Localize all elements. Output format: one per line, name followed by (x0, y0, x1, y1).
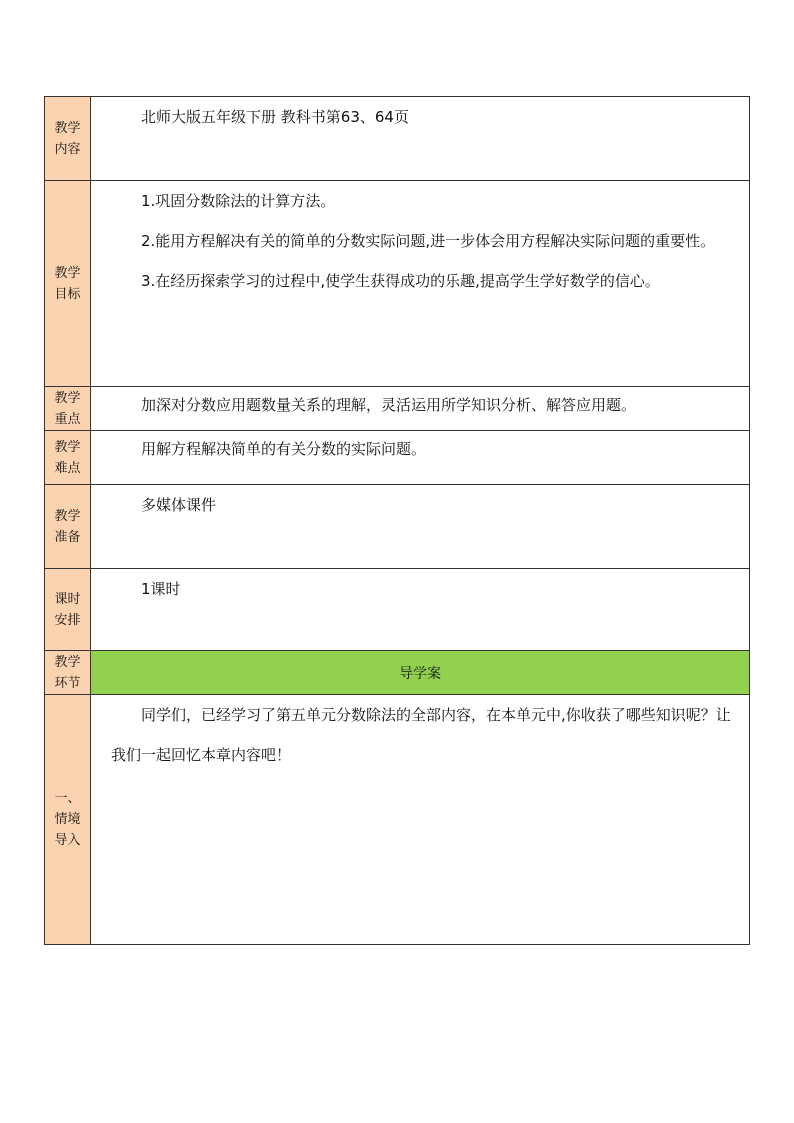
value-teaching-content (91, 97, 750, 181)
row-difficulties (45, 431, 750, 485)
row-teaching-stages (45, 651, 750, 695)
intro-text: 同学们，已经学习了第五单元分数除法的全部内容，在本单元中,你收获了哪些知识呢？让我们一起回忆本章内容吧！ (111, 706, 731, 764)
label-text: 教学重点 (54, 390, 81, 427)
key-points-text: 加深对分数应用题数量关系的理解，灵活运用所学知识分析、解答应用题。 (141, 396, 637, 414)
lesson-plan-table (44, 96, 750, 945)
label-key-points (45, 387, 91, 431)
label-text: 教学内容 (54, 120, 81, 157)
label-text: 教学准备 (54, 508, 81, 545)
label-text: 教学难点 (54, 439, 81, 476)
label-text: 教学目标 (54, 265, 81, 302)
goal-item-3: 3.在经历探索学习的过程中,使学生获得成功的乐趣,提高学生学好数学的信心。 (141, 272, 660, 290)
row-teaching-content (45, 97, 750, 181)
value-difficulties (91, 431, 750, 485)
value-teaching-goals (91, 181, 750, 387)
value-schedule (91, 569, 750, 651)
label-schedule (45, 569, 91, 651)
row-teaching-goals (45, 181, 750, 387)
goal-item-1: 1.巩固分数除法的计算方法。 (141, 192, 336, 210)
label-text: 课时安排 (54, 591, 81, 628)
row-key-points (45, 387, 750, 431)
value-preparation (91, 485, 750, 569)
schedule-text: 1课时 (141, 580, 181, 598)
label-difficulties (45, 431, 91, 485)
label-teaching-content (45, 97, 91, 181)
value-situation-intro (91, 695, 750, 945)
difficulties-text: 用解方程解决简单的有关分数的实际问题。 (141, 440, 427, 458)
section-header-guided-learning: 导学案 (91, 651, 750, 695)
label-teaching-goals (45, 181, 91, 387)
label-teaching-stages (45, 651, 91, 695)
row-situation-intro (45, 695, 750, 945)
value-key-points (91, 387, 750, 431)
label-preparation (45, 485, 91, 569)
content-text: 北师大版五年级下册 教科书第63、64页 (141, 108, 409, 126)
goal-item-2: 2.能用方程解决有关的简单的分数实际问题,进一步体会用方程解决实际问题的重要性。 (141, 232, 716, 250)
row-preparation (45, 485, 750, 569)
preparation-text: 多媒体课件 (141, 496, 217, 514)
label-situation-intro (45, 695, 91, 945)
label-text: 教学环节 (54, 654, 81, 691)
label-text: 一、情境导入 (54, 791, 81, 848)
row-schedule (45, 569, 750, 651)
